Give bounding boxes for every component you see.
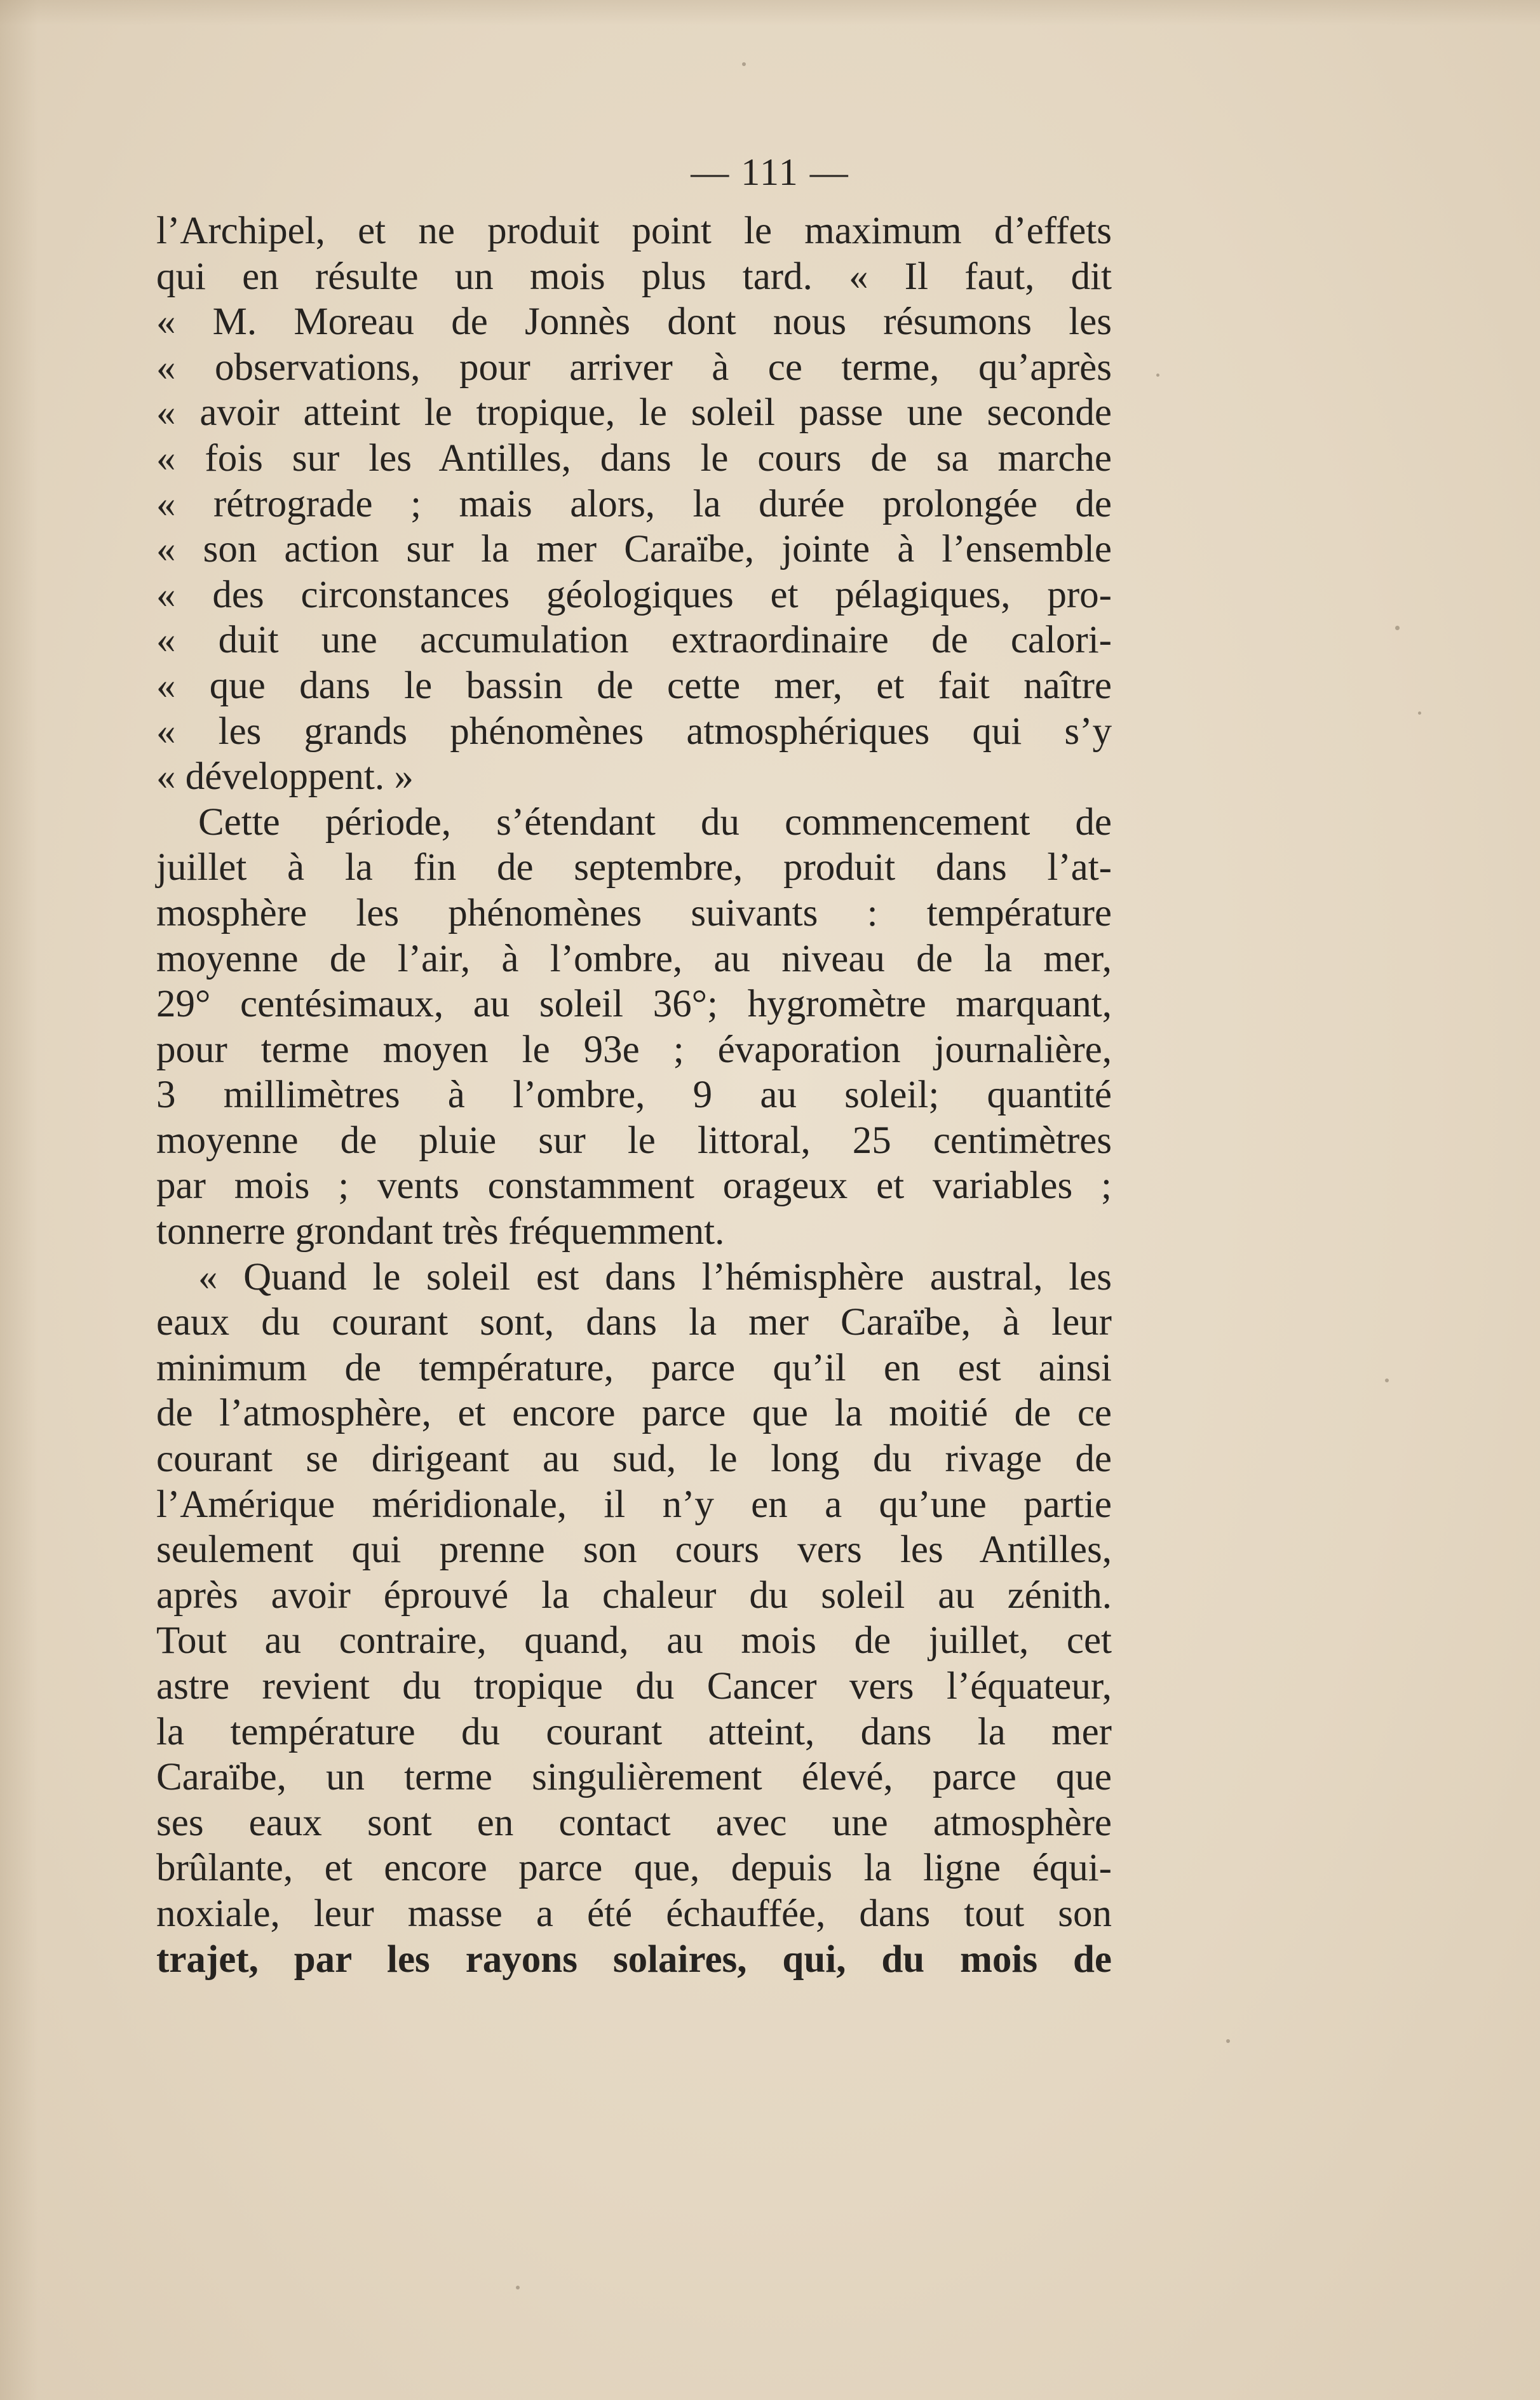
text-line: trajet, par les rayons solaires, qui, du mois de — [156, 1938, 1112, 1981]
text-line: ses eaux sont en contact avec une atmosphère — [156, 1801, 1112, 1844]
paper-speck — [1418, 711, 1421, 715]
text-line: astre revient du tropique du Cancer vers l’équateur, — [156, 1665, 1112, 1708]
text-line: « les grands phénomènes atmosphériques qui s’y — [156, 710, 1112, 753]
text-line: « observations, pour arriver à ce terme, qu’après — [156, 346, 1112, 389]
text-line: la température du courant atteint, dans la mer — [156, 1710, 1112, 1753]
text-line: « M. Moreau de Jonnès dont nous résumons les — [156, 300, 1112, 344]
text-line: pour terme moyen le 93e ; évaporation journalière, — [156, 1028, 1112, 1071]
text-line: « duit une accumulation extraordinaire de calori- — [156, 619, 1112, 662]
text-line: Caraïbe, un terme singulièrement élevé, parce que — [156, 1756, 1112, 1799]
text-line: noxiale, leur masse a été échauffée, dans tout son — [156, 1892, 1112, 1935]
text-line: « des circonstances géologiques et pélagiques, pro- — [156, 573, 1112, 616]
text-line: « avoir atteint le tropique, le soleil passe une seconde — [156, 391, 1112, 435]
text-line: qui en résulte un mois plus tard. « Il faut, dit — [156, 255, 1112, 298]
paper-speck — [742, 62, 746, 66]
paper-speck — [1156, 374, 1159, 377]
text-line: courant se dirigeant au sud, le long du rivage de — [156, 1438, 1112, 1481]
text-line: après avoir éprouvé la chaleur du soleil au zénith. — [156, 1574, 1112, 1617]
page-number: — 111 — — [691, 151, 849, 193]
text-line: seulement qui prenne son cours vers les Antilles, — [156, 1528, 1112, 1572]
text-line: « son action sur la mer Caraïbe, jointe à l’ensemble — [156, 528, 1112, 571]
paper-speck — [1226, 2039, 1230, 2043]
paper-speck — [1385, 1379, 1389, 1382]
text-line: « fois sur les Antilles, dans le cours de sa marche — [156, 436, 1112, 480]
text-line: mosphère les phénomènes suivants : température — [156, 891, 1112, 934]
text-line: « Quand le soleil est dans l’hémisphère austral, les — [198, 1255, 1112, 1298]
paper-speck — [1395, 626, 1400, 630]
text-line: brûlante, et encore parce que, depuis la ligne équi- — [156, 1847, 1112, 1890]
text-line: Tout au contraire, quand, au mois de juillet, cet — [156, 1619, 1112, 1662]
text-line: « développent. » — [156, 755, 414, 799]
top-edge-shadow — [0, 0, 1540, 25]
text-line: juillet à la fin de septembre, produit dans l’at- — [156, 846, 1112, 889]
paper-speck — [516, 2286, 520, 2289]
text-line: eaux du courant sont, dans la mer Caraïbe, à leur — [156, 1301, 1112, 1344]
text-line: « rétrograde ; mais alors, la durée prolongée de — [156, 482, 1112, 525]
body-text — [156, 208, 1112, 1982]
text-line: moyenne de l’air, à l’ombre, au niveau de la mer, — [156, 937, 1112, 980]
spine-shadow — [0, 0, 38, 2400]
text-line: 29° centésimaux, au soleil 36°; hygromètre marquant, — [156, 983, 1112, 1026]
text-line: de l’atmosphère, et encore parce que la moitié de ce — [156, 1392, 1112, 1435]
text-line: moyenne de pluie sur le littoral, 25 centimètres — [156, 1119, 1112, 1162]
text-line: minimum de température, parce qu’il en est ainsi — [156, 1346, 1112, 1389]
text-line: l’Archipel, et ne produit point le maximum d’effets — [156, 210, 1112, 252]
text-line: par mois ; vents constamment orageux et variables ; — [156, 1164, 1112, 1208]
text-line: l’Amérique méridionale, il n’y en a qu’une partie — [156, 1483, 1112, 1526]
text-line: Cette période, s’étendant du commencement de — [198, 800, 1112, 844]
text-line: « que dans le bassin de cette mer, et fait naître — [156, 664, 1112, 707]
text-line: 3 millimètres à l’ombre, 9 au soleil; quantité — [156, 1074, 1112, 1117]
text-line: tonnerre grondant très fréquemment. — [156, 1210, 725, 1253]
